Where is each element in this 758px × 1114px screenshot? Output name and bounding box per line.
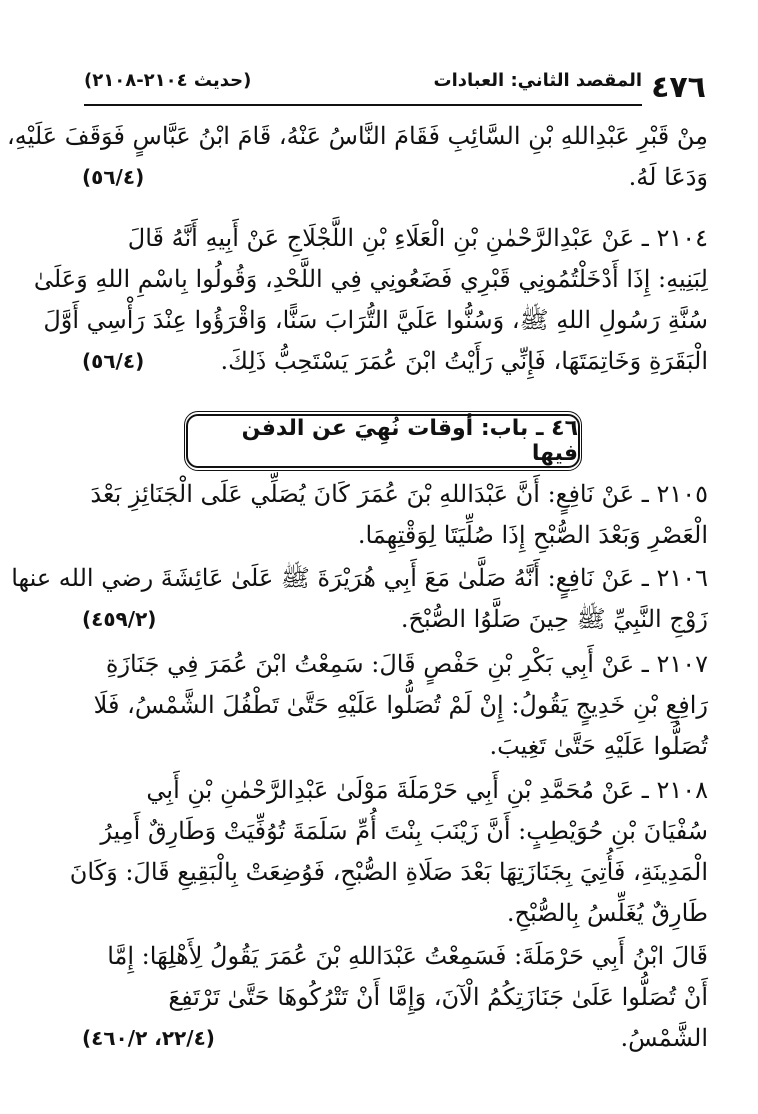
hadith-2105 — [82, 474, 708, 556]
paragraph-ibn-abi-harmala — [82, 936, 708, 1059]
chapter-title: ٤٦ ـ باب: أوقات نُهِيَ عن الدفن فيها — [241, 416, 578, 466]
text-line-last — [82, 599, 708, 640]
text-line: وَدَعَا لَهُ. — [628, 163, 708, 191]
header-rule — [84, 104, 642, 106]
text-line: ٢١٠٧ ـ عَنْ أَبِي بَكْرِ بْنِ حَفْصٍ قَالَ: سَمِعْتُ ابْنَ عُمَرَ فِي جَنَازَةِ — [105, 650, 708, 678]
source-reference: (٥٦/٤) — [82, 349, 145, 373]
text-line: الْعَصْرِ وَبَعْدَ الصُّبْحِ إِذَا صُلِّيَتَا لِوَقْتِهِمَا. — [357, 521, 708, 549]
text-line: أَنْ تُصَلُّوا عَلَىٰ جَنَازَتِكُمُ الْآنَ، وَإِمَّا أَنْ تَتْرُكُوهَا حَتَّىٰ تَرْتَفِعَ — [168, 983, 708, 1011]
text-line: طَارِقٌ يُغَلِّسُ بِالصُّبْحِ. — [506, 899, 708, 927]
text-line: رَافِعِ بْنِ خَدِيجٍ يَقُولُ: إِنْ لَمْ تُصَلُّوا عَلَيْهِ حَتَّىٰ تَطْفُلَ الشَّمْسُ، فَلَا — [93, 691, 708, 719]
hadith-2104 — [33, 218, 708, 382]
source-reference: (٢٢/٤، ٤٦٠/٢) — [82, 1026, 215, 1050]
text-line-last — [82, 157, 708, 198]
page-number: ٤٧٦ — [651, 70, 706, 105]
hadith-2107 — [82, 644, 708, 767]
text-line: ٢١٠٤ ـ عَنْ عَبْدِالرَّحْمٰنِ بْنِ الْعَلَاءِ بْنِ اللَّجْلَاجِ عَنْ أَبِيهِ أَنَّهُ قَالَ — [127, 224, 708, 252]
text-line: زَوْجِ النَّبِيِّ ﷺ حِينَ صَلَّوُا الصُّبْحَ. — [400, 605, 708, 633]
chapter-heading — [186, 414, 580, 468]
text-line: ٢١٠٥ ـ عَنْ نَافِعٍ: أَنَّ عَبْدَاللهِ بْنَ عُمَرَ كَانَ يُصَلِّي عَلَى الْجَنَائِزِ بَعْدَ — [90, 480, 708, 508]
text-line: الْمَدِينَةِ، فَأُتِيَ بِجَنَازَتِهَا بَعْدَ صَلَاةِ الصُّبْحِ، فَوُضِعَتْ بِالْبَقِيعِ قَالَ: وَكَانَ — [69, 858, 708, 886]
text-line: قَالَ ابْنُ أَبِي حَرْمَلَةَ: فَسَمِعْتُ عَبْدَاللهِ بْنَ عُمَرَ يَقُولُ لِأَهْلِهَا: إِمَّا — [107, 942, 708, 970]
text-line: تُصَلُّوا عَلَيْهِ حَتَّىٰ تَغِيبَ. — [489, 732, 708, 760]
source-reference: (٥٦/٤) — [82, 165, 145, 189]
text-line: لِبَنِيهِ: إِذَا أَدْخَلْتُمُونِي قَبْرِي فَضَعُونِي فِي اللَّحْدِ، وَقُولُوا بِاسْمِ اللهِ وَعَلَىٰ — [33, 265, 708, 293]
source-reference: (٤٥٩/٢) — [82, 607, 157, 631]
text-line-last — [82, 1018, 708, 1059]
hadith-range: (حديث ٢١٠٤-٢١٠٨) — [84, 70, 252, 91]
text-line: الشَّمْسُ. — [620, 1024, 708, 1052]
section-title: المقصد الثاني: العبادات — [433, 70, 642, 91]
text-line: ٢١٠٨ ـ عَنْ مُحَمَّدِ بْنِ أَبِي حَرْمَلَةَ مَوْلَىٰ عَبْدِالرَّحْمٰنِ بْنِ أَبِي — [146, 776, 708, 804]
text-line: سُفْيَانَ بْنِ حُوَيْطِبٍ: أَنَّ زَيْنَبَ بِنْتَ أُمِّ سَلَمَةَ تُوُفِّيَتْ وَطَارِقٌ أَمِيرُ — [100, 817, 708, 845]
running-header — [84, 70, 642, 100]
text-line-last — [82, 341, 708, 382]
paragraph-continuation — [6, 116, 708, 198]
text-line: ٢١٠٦ ـ عَنْ نَافِعٍ: أَنَّهُ صَلَّىٰ مَعَ أَبِي هُرَيْرَةَ ﷺ عَلَىٰ عَائِشَةَ رضي الله عنها — [11, 564, 708, 592]
text-line: مِنْ قَبْرِ عَبْدِاللهِ بْنِ السَّائِبِ فَقَامَ النَّاسُ عَنْهُ، قَامَ ابْنُ عَبَّاسٍ فَوَقَفَ عَلَيْهِ، — [6, 122, 708, 150]
hadith-2106 — [11, 558, 708, 640]
hadith-2108 — [69, 770, 708, 934]
text-line: الْبَقَرَةِ وَخَاتِمَتَهَا، فَإِنِّي رَأَيْتُ ابْنَ عُمَرَ يَسْتَحِبُّ ذَلِكَ. — [220, 347, 708, 375]
text-line: سُنَّةِ رَسُولِ اللهِ ﷺ، وَسُنُّوا عَلَيَّ التُّرَابَ سَنًّا، وَاقْرَؤُوا عِنْدَ رَأْسِي أَوَّلَ — [43, 306, 708, 334]
